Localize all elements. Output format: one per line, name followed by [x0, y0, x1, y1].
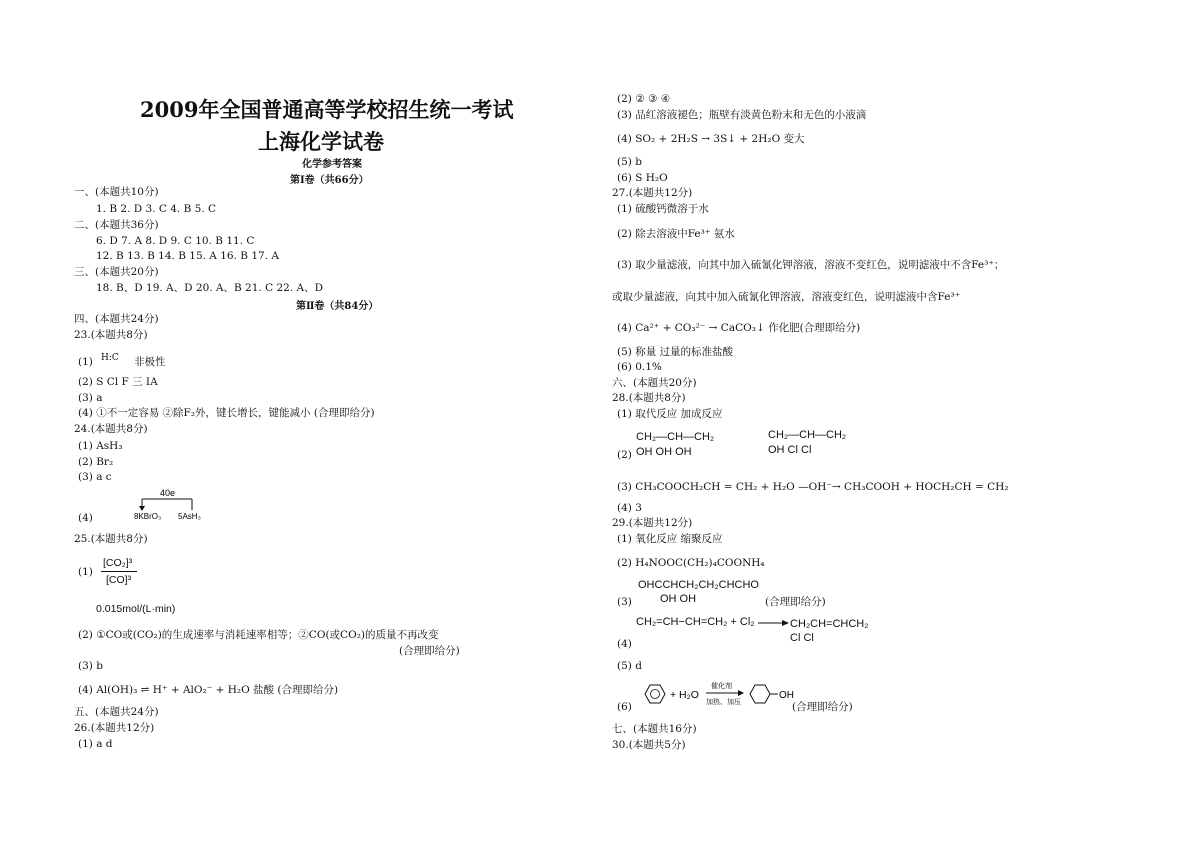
q28-2-structure-b-top: CH₂—CH—CH₂: [768, 429, 847, 441]
q25-3: (3) b: [78, 660, 103, 672]
q29-6-prefix: (6): [617, 701, 632, 713]
q29-5: (5) d: [617, 660, 642, 672]
q27-1: (1) 硫酸钙微溶于水: [617, 203, 709, 215]
q23-2: (2) S Cl F 三 IA: [78, 376, 158, 388]
section-6-heading: 六、(本题共20分): [612, 377, 697, 389]
q28-2-prefix: (2): [617, 449, 632, 461]
question-26-heading: 26.(本题共12分): [74, 722, 155, 734]
section-3-answers: 18. B、D 19. A、D 20. A、B 21. C 22. A、D: [96, 282, 324, 294]
q23-1-electron-formula: H:C: [101, 353, 119, 363]
q25-2: (2) ①CO或(CO₂)的生成速率与消耗速率相等；②CO(或CO₂)的质量不再改变: [78, 629, 439, 641]
q26-1: (1) a d: [78, 738, 113, 750]
q25-rate: 0.015mol/(L·min): [96, 603, 176, 615]
fraction-bar: [101, 571, 137, 572]
electron-count: 40e: [160, 488, 176, 498]
q27-3b: 或取少量滤液，向其中加入硫氰化钾溶液，溶液变红色，说明滤液中含Fe³⁺: [612, 291, 961, 303]
q29-4-reactants: CH₂=CH−CH=CH₂ + Cl₂: [636, 616, 755, 628]
q29-3-structure-top: OHCCHCH₂CH₂CHCHO: [638, 579, 759, 591]
q23-1-prefix: (1): [78, 356, 93, 368]
section-2-heading: 二、(本题共36分): [74, 219, 159, 231]
q27-5: (5) 称量 过量的标准盐酸: [617, 346, 734, 358]
section-2-answers-a: 6. D 7. A 8. D 9. C 10. B 11. C: [96, 235, 255, 247]
question-27-heading: 27.(本题共12分): [612, 187, 693, 199]
q25-4: (4) Al(OH)₃ ⇌ H⁺ + AlO₂⁻ + H₂O 盐酸 (合理即给分): [78, 684, 339, 696]
section-1-heading: 一、(本题共10分): [74, 186, 159, 198]
q29-3-structure-bottom: OH OH: [660, 593, 697, 605]
reductant-label: 5AsH₃: [178, 512, 201, 521]
q25-1-denominator: [CO]³: [106, 574, 132, 586]
q24-4-prefix: (4): [78, 512, 93, 524]
benzene-ring-icon: [645, 685, 665, 703]
q29-4-product-bottom: Cl Cl: [790, 632, 814, 644]
water-label: + H₂O: [670, 689, 699, 701]
q27-6: (6) 0.1%: [617, 361, 662, 373]
q27-2: (2) 除去溶液中Fe³⁺ 氨水: [617, 228, 735, 240]
section-2-answers-b: 12. B 13. B 14. B 15. A 16. B 17. A: [96, 250, 279, 262]
section-1-answers: 1. B 2. D 3. C 4. B 5. C: [96, 203, 217, 215]
part2-heading: 第Ⅱ卷（共84分）: [296, 301, 379, 312]
question-25-heading: 25.(本题共8分): [74, 533, 148, 545]
q24-3: (3) a c: [78, 471, 112, 483]
q23-1-text: 非极性: [134, 356, 166, 368]
question-29-heading: 29.(本题共12分): [612, 517, 693, 529]
q28-2-structure-a-bottom: OH OH OH: [636, 446, 692, 458]
q29-6-note: (合理即给分): [792, 701, 853, 713]
q26-4: (4) SO₂ + 2H₂S → 3S↓ + 2H₂O 变大: [617, 133, 805, 145]
q28-3: (3) CH₃COOCH₂CH = CH₂ + H₂O —OH⁻→ CH₃COOH + HOCH₂CH = CH₂: [617, 481, 1009, 493]
q28-2-structure-b-bottom: OH Cl Cl: [768, 444, 812, 456]
q26-3: (3) 品红溶液褪色；瓶壁有淡黄色粉末和无色的小液滴: [617, 109, 867, 121]
section-5-heading: 五、(本题共24分): [74, 706, 159, 718]
part1-heading: 第Ⅰ卷（共66分）: [290, 175, 369, 186]
question-30-heading: 30.(本题共5分): [612, 739, 686, 751]
q29-4-product-top: CH₂CH=CHCH₂: [790, 618, 869, 630]
q23-4: (4) ①不一定容易 ②除F₂外，键长增长，键能减小 (合理即给分): [78, 407, 375, 419]
section-3-heading: 三、(本题共20分): [74, 266, 159, 278]
q25-1-numerator: [CO₂]³: [103, 557, 133, 569]
aromatic-circle: [651, 690, 660, 699]
q26-6: (6) S H₂O: [617, 172, 668, 184]
page-subtitle: 上海化学试卷: [258, 129, 384, 154]
q25-2-note: (合理即给分): [399, 645, 460, 657]
q28-2-structure-a-top: CH₂—CH—CH₂: [636, 431, 715, 443]
q29-3-prefix: (3): [617, 596, 632, 608]
q29-3-note: (合理即给分): [765, 596, 826, 608]
q27-4: (4) Ca²⁺ + CO₃²⁻ → CaCO₃↓ 作化肥(合理即给分): [617, 322, 861, 334]
doc-label: 化学参考答案: [302, 159, 362, 170]
section-4-heading: 四、(本题共24分): [74, 313, 159, 325]
q26-5: (5) b: [617, 156, 642, 168]
q29-4-prefix: (4): [617, 638, 632, 650]
question-24-heading: 24.(本题共8分): [74, 423, 148, 435]
q29-1: (1) 氧化反应 缩聚反应: [617, 533, 723, 545]
q23-3: (3) a: [78, 392, 103, 404]
question-23-heading: 23.(本题共8分): [74, 329, 148, 341]
q24-1: (1) AsH₃: [78, 440, 123, 452]
q28-1: (1) 取代反应 加成反应: [617, 408, 723, 420]
reaction-arrow-icon: [758, 618, 790, 628]
page-title: 2009年全国普通高等学校招生统一考试: [140, 97, 514, 122]
question-28-heading: 28.(本题共8分): [612, 392, 686, 404]
q24-2: (2) Br₂: [78, 456, 114, 468]
section-7-heading: 七、(本题共16分): [612, 723, 697, 735]
q29-2: (2) H₄NOOC(CH₂)₄COONH₄: [617, 557, 765, 569]
q25-1-prefix: (1): [78, 566, 93, 578]
q27-3a: (3) 取少量滤液，向其中加入硫氰化钾溶液，溶液不变红色，说明滤液中不含Fe³⁺；: [617, 259, 1005, 271]
cyclohexane-ring-icon: [750, 685, 770, 703]
q26-2: (2) ② ③ ④: [617, 93, 671, 105]
catalyst-label: 催化剂: [711, 683, 732, 690]
q29-6-reaction: [636, 679, 796, 711]
arrow-head-icon: [738, 690, 744, 696]
hydroxyl-label: OH: [779, 690, 794, 701]
q28-4: (4) 3: [617, 502, 642, 514]
condition-label: 加热、加压: [706, 699, 741, 706]
arrow-head-icon: [139, 506, 145, 511]
electron-transfer-diagram: [130, 486, 210, 522]
oxidant-label: 8KBrO₃: [134, 512, 162, 521]
